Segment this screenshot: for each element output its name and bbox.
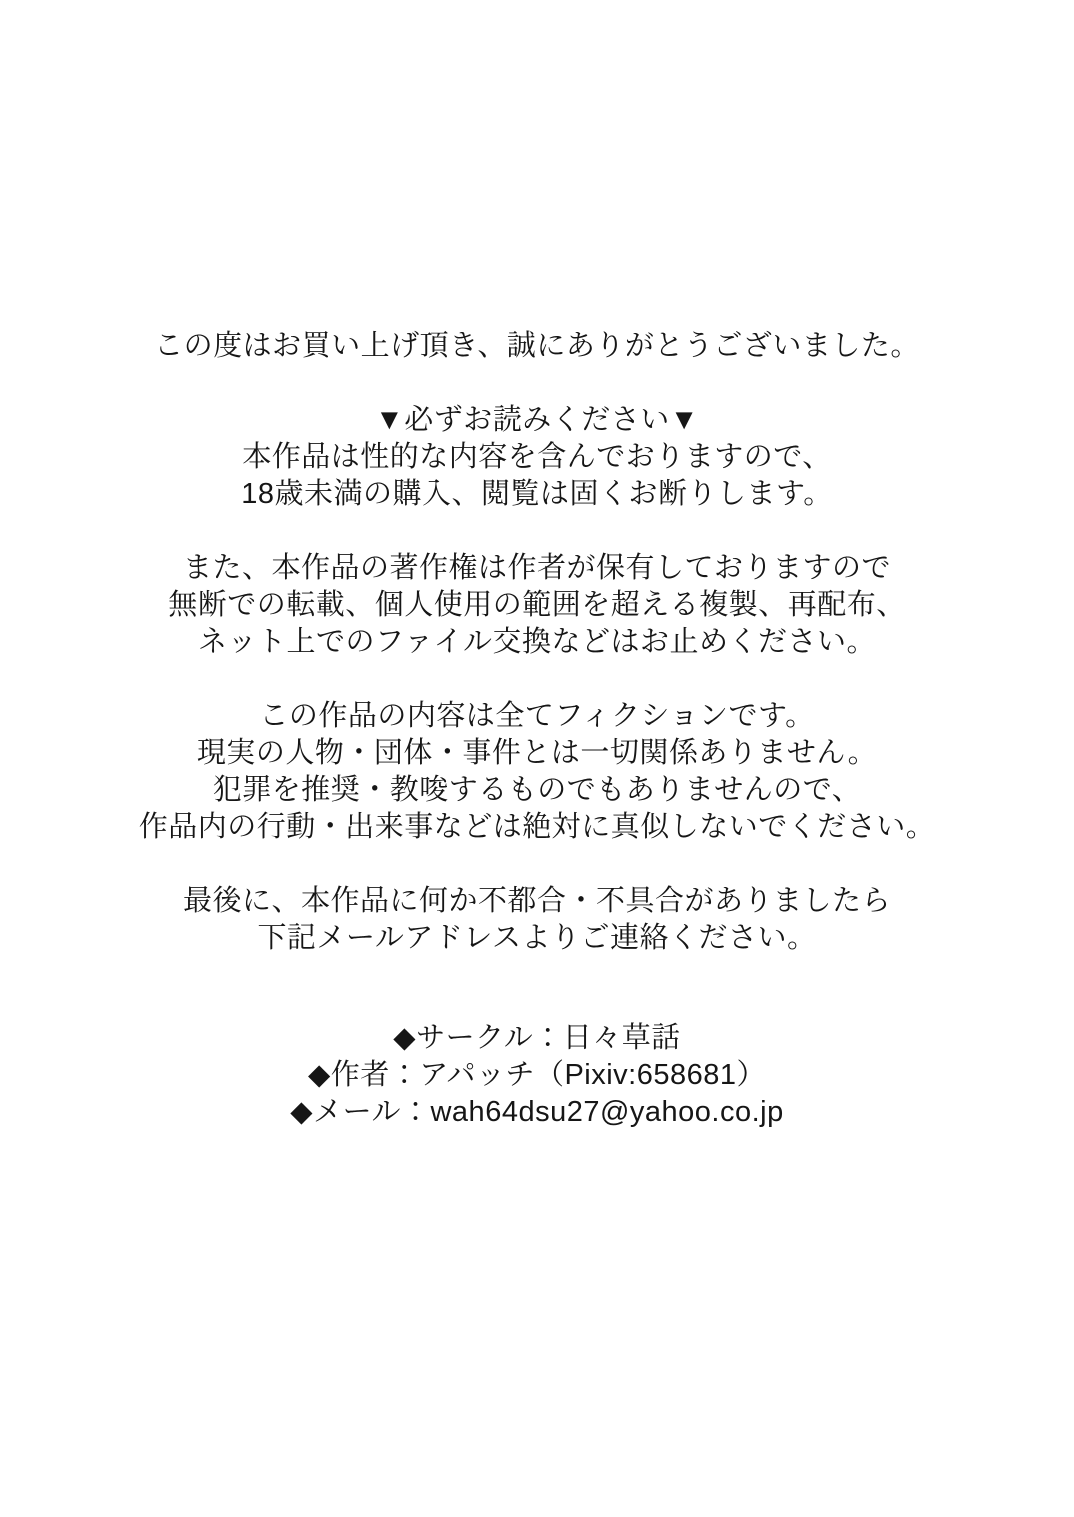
copyright-line: 無断での転載、個人使用の範囲を超える複製、再配布、 <box>168 589 906 621</box>
copyright-line: ネット上でのファイル交換などはお止めください。 <box>198 626 876 658</box>
age-notice-line: 18歳未満の購入、閲覧は固くお断りします。 <box>241 478 833 510</box>
fiction-line: 現実の人物・団体・事件とは一切関係ありません。 <box>196 737 878 769</box>
contact-line: 最後に、本作品に何か不都合・不具合がありましたら <box>182 885 891 917</box>
contact-paragraph <box>0 883 1074 957</box>
fiction-line: 作品内の行動・出来事などは絶対に真似しないでください。 <box>138 811 936 843</box>
copyright-paragraph <box>0 550 1074 661</box>
credits-paragraph <box>0 1020 1074 1131</box>
circle-name-line: ◆サークル：日々草話 <box>393 1022 681 1054</box>
fiction-line: この作品の内容は全てフィクションです。 <box>259 700 815 732</box>
fiction-line: 犯罪を推奨・教唆するものでもありませんので、 <box>212 774 862 806</box>
author-name-line: ◆作者：アパッチ（Pixiv:658681） <box>307 1059 767 1091</box>
age-notice-line: 本作品は性的な内容を含んでおりますので、 <box>242 441 832 473</box>
thanks-paragraph <box>0 328 1074 365</box>
age-notice-heading: ▼必ずお読みください▼ <box>375 404 699 436</box>
fiction-disclaimer-paragraph <box>0 698 1074 846</box>
email-address-line: ◆メール：wah64dsu27@yahoo.co.jp <box>290 1096 784 1128</box>
contact-line: 下記メールアドレスよりご連絡ください。 <box>257 922 817 954</box>
age-notice-paragraph <box>0 402 1074 513</box>
copyright-line: また、本作品の著作権は作者が保有しておりますので <box>182 552 891 584</box>
thanks-line: この度はお買い上げ頂き、誠にありがとうございました。 <box>154 330 920 362</box>
